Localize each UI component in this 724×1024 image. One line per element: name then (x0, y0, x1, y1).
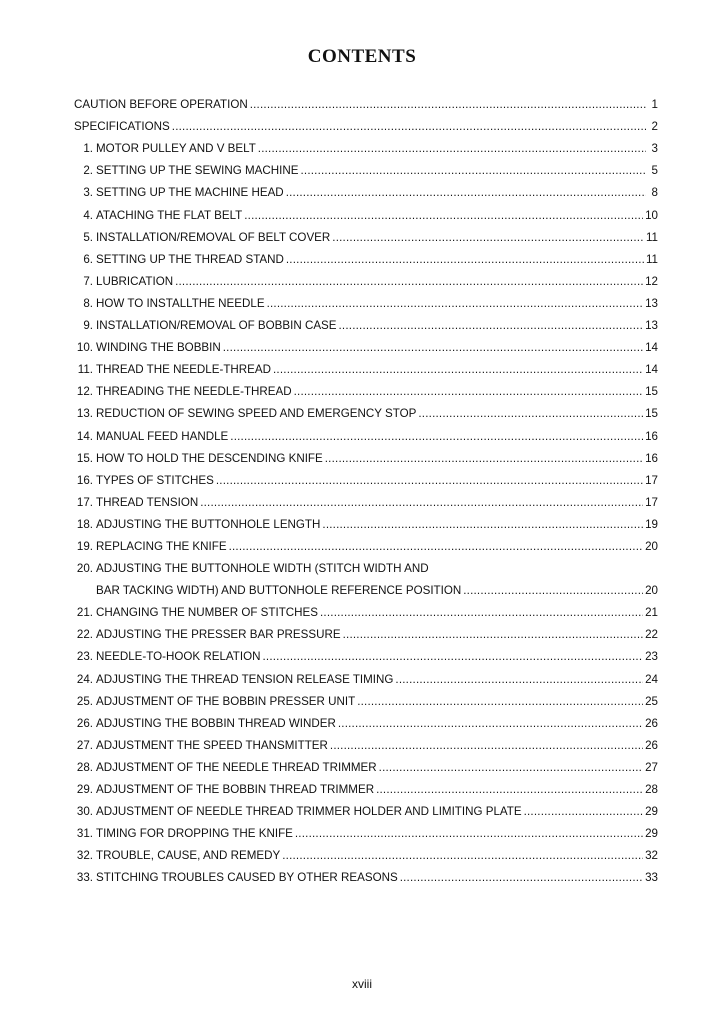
toc-entry-number: 28. (76, 760, 93, 774)
toc-entry-title: NEEDLE-TO-HOOK RELATION (96, 650, 261, 664)
toc-entry-page: 33 (645, 871, 658, 885)
toc-entry-page: 3 (651, 142, 658, 156)
toc-dot-leader (172, 120, 646, 134)
toc-entry-title: INSTALLATION/REMOVAL OF BOBBIN CASE (96, 319, 337, 333)
toc-entry (74, 775, 658, 797)
toc-dot-leader (343, 628, 643, 642)
toc-dot-leader (229, 540, 644, 554)
page-number: xviii (352, 977, 372, 991)
toc-dot-leader (286, 186, 646, 200)
toc-entry-page: 17 (645, 495, 658, 509)
toc-dot-leader (395, 673, 643, 687)
toc-entry-title: LUBRICATION (96, 274, 174, 288)
toc-entry (74, 134, 658, 156)
toc-entry-number: 10. (76, 341, 93, 355)
toc-dot-leader (258, 142, 646, 156)
toc-dot-leader (200, 496, 643, 510)
toc-dot-leader (250, 98, 646, 112)
toc-entry-number: 1. (83, 142, 93, 156)
toc-entry (74, 709, 658, 731)
toc-entry-title: REPLACING THE KNIFE (96, 539, 227, 553)
toc-entry-page: 19 (645, 517, 658, 531)
toc-entry (74, 399, 658, 421)
toc-entry-page: 17 (645, 473, 658, 487)
toc-entry (74, 112, 658, 134)
toc-entry (74, 333, 658, 355)
toc-entry-title: ADJUSTMENT OF NEEDLE THREAD TRIMMER HOLDER AND LIMITING PLATE (96, 805, 522, 819)
toc-entry (74, 178, 658, 200)
toc-entry (74, 377, 658, 399)
toc-entry-page: 20 (645, 584, 658, 598)
toc-entry-page: 28 (645, 783, 658, 796)
toc-entry-page: 1 (651, 98, 658, 112)
toc-entry-page: 15 (645, 385, 658, 399)
toc-entry (74, 554, 658, 576)
toc-entry (74, 223, 658, 245)
toc-entry-page: 29 (645, 805, 658, 819)
toc-entry (74, 687, 658, 709)
toc-entry-number: 14. (76, 429, 93, 443)
toc-dot-leader (300, 164, 646, 178)
toc-entry-page: 16 (645, 451, 658, 465)
toc-entry-number: 20. (76, 562, 93, 576)
toc-dot-leader (325, 452, 643, 466)
toc-entry-title: INSTALLATION/REMOVAL OF BELT COVER (96, 230, 331, 244)
toc-entry-title: ADJUSTMENT OF THE NEEDLE THREAD TRIMMER (96, 760, 377, 774)
toc-entry (74, 200, 658, 222)
toc-entry-number: 16. (76, 473, 93, 487)
toc-entry-page: 29 (645, 827, 658, 841)
toc-dot-leader (244, 209, 643, 223)
toc-entry-page: 13 (645, 319, 658, 333)
toc-entry-number: 23. (76, 650, 93, 664)
toc-entry (74, 355, 658, 377)
page-title: CONTENTS (307, 46, 417, 67)
toc-entry-title: REDUCTION OF SEWING SPEED AND EMERGENCY STOP (96, 407, 417, 421)
toc-entry-page: 12 (645, 274, 658, 288)
toc-dot-leader (322, 518, 643, 532)
toc-entry-title: ADJUSTING THE BUTTONHOLE WIDTH (STITCH WIDTH AND (96, 562, 429, 576)
toc-entry-page: 5 (651, 164, 658, 178)
toc-entry-title: ADJUSTING THE BUTTONHOLE LENGTH (96, 517, 321, 531)
toc-entry-title: ADJUSTING THE PRESSER BAR PRESSURE (96, 628, 341, 642)
toc-entry-number: 25. (76, 694, 93, 708)
toc-entry-title: THREADING THE NEEDLE-THREAD (96, 385, 292, 399)
toc-entry (74, 532, 658, 554)
toc-entry (74, 444, 658, 466)
toc-entry (74, 819, 658, 841)
toc-entry-number: 29. (76, 783, 93, 796)
toc-entry-page: 14 (645, 341, 658, 355)
toc-entry-number: 27. (76, 738, 93, 752)
toc-entry-title: WINDING THE BOBBIN (96, 341, 221, 355)
toc-entry-number: 18. (76, 517, 93, 531)
toc-entry-page: 10 (645, 208, 658, 222)
toc-dot-leader (295, 827, 643, 841)
toc-dot-leader (418, 407, 643, 421)
toc-entry-title: TROUBLE, CAUSE, AND REMEDY (96, 849, 281, 863)
toc-entry-title: THREAD THE NEEDLE-THREAD (96, 363, 272, 377)
toc-entry-number: 17. (76, 495, 93, 509)
toc-entry-page: 16 (645, 429, 658, 443)
toc-entry-number: 21. (76, 606, 93, 620)
toc-entry-number: 13. (76, 407, 93, 421)
toc-entry-number: 26. (76, 716, 93, 730)
toc-entry-number: 19. (76, 539, 93, 553)
toc-entry-title: SETTING UP THE MACHINE HEAD (96, 186, 284, 200)
toc-entry-title: ADJUSTMENT THE SPEED THANSMITTER (96, 738, 328, 752)
toc-dot-leader (223, 341, 643, 355)
toc-entry (74, 421, 658, 443)
toc-dot-leader (273, 363, 643, 377)
toc-entry-number: 24. (76, 672, 93, 686)
toc-dot-leader (216, 474, 643, 488)
toc-dot-leader (332, 231, 644, 245)
toc-entry-number: 6. (83, 252, 93, 266)
toc-entry (74, 841, 658, 863)
toc-entry (74, 90, 658, 112)
toc-entry-page: 32 (645, 849, 658, 863)
toc-entry-page: 2 (651, 120, 658, 134)
toc-entry-title: HOW TO INSTALLTHE NEEDLE (96, 296, 265, 310)
toc-entry-number: 31. (76, 827, 93, 841)
toc-entry-title: CHANGING THE NUMBER OF STITCHES (96, 606, 319, 620)
toc-entry-page: 8 (651, 186, 658, 200)
toc-entry (74, 289, 658, 311)
toc-entry-number: 3. (83, 186, 93, 200)
toc-entry (74, 731, 658, 753)
toc-entry-page: 21 (645, 606, 658, 620)
toc-dot-leader (379, 761, 643, 775)
toc-entry-title: SPECIFICATIONS (74, 120, 170, 134)
toc-dot-leader (294, 385, 643, 399)
toc-entry-title: STITCHING TROUBLES CAUSED BY OTHER REASONS (96, 871, 398, 885)
toc-dot-leader (330, 739, 643, 753)
toc-entry-number: 4. (83, 208, 93, 222)
toc-entry-page: 11 (645, 230, 658, 244)
toc-entry (74, 245, 658, 267)
toc-dot-leader (230, 430, 643, 444)
toc-entry-title: HOW TO HOLD THE DESCENDING KNIFE (96, 451, 323, 465)
toc-dot-leader (357, 695, 643, 709)
toc-dot-leader (338, 717, 643, 731)
toc-entry-title: TIMING FOR DROPPING THE KNIFE (96, 827, 293, 841)
toc-entry-title: MANUAL FEED HANDLE (96, 429, 229, 443)
toc-entry-number: 15. (76, 451, 93, 465)
toc-entry (74, 488, 658, 510)
toc-entry-title: ADJUSTING THE THREAD TENSION RELEASE TIMING (96, 672, 394, 686)
toc-entry (74, 642, 658, 664)
toc-entry (74, 598, 658, 620)
toc-dot-leader (320, 606, 643, 620)
toc-dot-leader (524, 805, 644, 819)
toc-dot-leader (339, 319, 644, 333)
toc-entry-page: 11 (645, 252, 658, 266)
toc-entry-number: 33. (76, 871, 93, 885)
toc-dot-leader (282, 849, 643, 863)
toc-entry-page: 25 (645, 694, 658, 708)
toc-entry-page: 27 (645, 760, 658, 774)
toc-entry-page: 23 (645, 650, 658, 664)
toc-dot-leader (463, 584, 643, 598)
toc-entry-title: ADJUSTMENT OF THE BOBBIN THREAD TRIMMER (96, 783, 375, 796)
toc-entry (74, 863, 658, 885)
toc-entry-page: 14 (645, 363, 658, 377)
toc-entry-title: TYPES OF STITCHES (96, 473, 214, 487)
toc-entry-title: THREAD TENSION (96, 495, 199, 509)
toc-entry (74, 620, 658, 642)
toc-entry-title: SETTING UP THE THREAD STAND (96, 252, 284, 266)
toc-entry-number: 11. (77, 363, 93, 377)
toc-entry-page: 15 (645, 407, 658, 421)
toc-entry-number: 9. (83, 319, 93, 333)
toc-dot-leader (267, 297, 644, 311)
toc-dot-leader (400, 871, 643, 885)
toc-entry-number: 8. (83, 296, 93, 310)
toc-entry-number: 32. (76, 849, 93, 863)
toc-entry-number: 22. (76, 628, 93, 642)
toc-entry-page: 22 (645, 628, 658, 642)
toc-dot-leader (263, 650, 644, 664)
toc-entry (74, 510, 658, 532)
toc-entry (74, 156, 658, 178)
toc-entry (74, 311, 658, 333)
toc-entry (74, 797, 658, 819)
table-of-contents (74, 90, 658, 885)
toc-entry-title: SETTING UP THE SEWING MACHINE (96, 164, 299, 178)
toc-entry-number: 5. (83, 230, 93, 244)
toc-entry-title: MOTOR PULLEY AND V BELT (96, 142, 256, 156)
toc-entry-page: 20 (645, 539, 658, 553)
toc-entry-title: ATACHING THE FLAT BELT (96, 208, 243, 222)
toc-entry (74, 466, 658, 488)
toc-entry-title: ADJUSTING THE BOBBIN THREAD WINDER (96, 716, 336, 730)
toc-entry-number: 2. (83, 164, 93, 178)
toc-dot-leader (286, 253, 644, 267)
toc-entry (74, 753, 658, 775)
toc-entry-page: 13 (645, 296, 658, 310)
toc-entry-title: BAR TACKING WIDTH) AND BUTTONHOLE REFERENCE POSITION (96, 584, 462, 598)
toc-entry (74, 576, 658, 598)
toc-dot-leader (376, 783, 643, 797)
toc-entry-page: 24 (645, 672, 658, 686)
toc-entry (74, 664, 658, 686)
toc-entry (74, 267, 658, 289)
toc-entry-title: CAUTION BEFORE OPERATION (74, 98, 248, 112)
toc-entry-page: 26 (645, 716, 658, 730)
toc-entry-page: 26 (645, 738, 658, 752)
toc-entry-number: 7. (83, 274, 93, 288)
toc-entry-number: 30. (76, 805, 93, 819)
toc-dot-leader (175, 275, 643, 289)
toc-entry-title: ADJUSTMENT OF THE BOBBIN PRESSER UNIT (96, 694, 356, 708)
toc-entry-number: 12. (76, 385, 93, 399)
